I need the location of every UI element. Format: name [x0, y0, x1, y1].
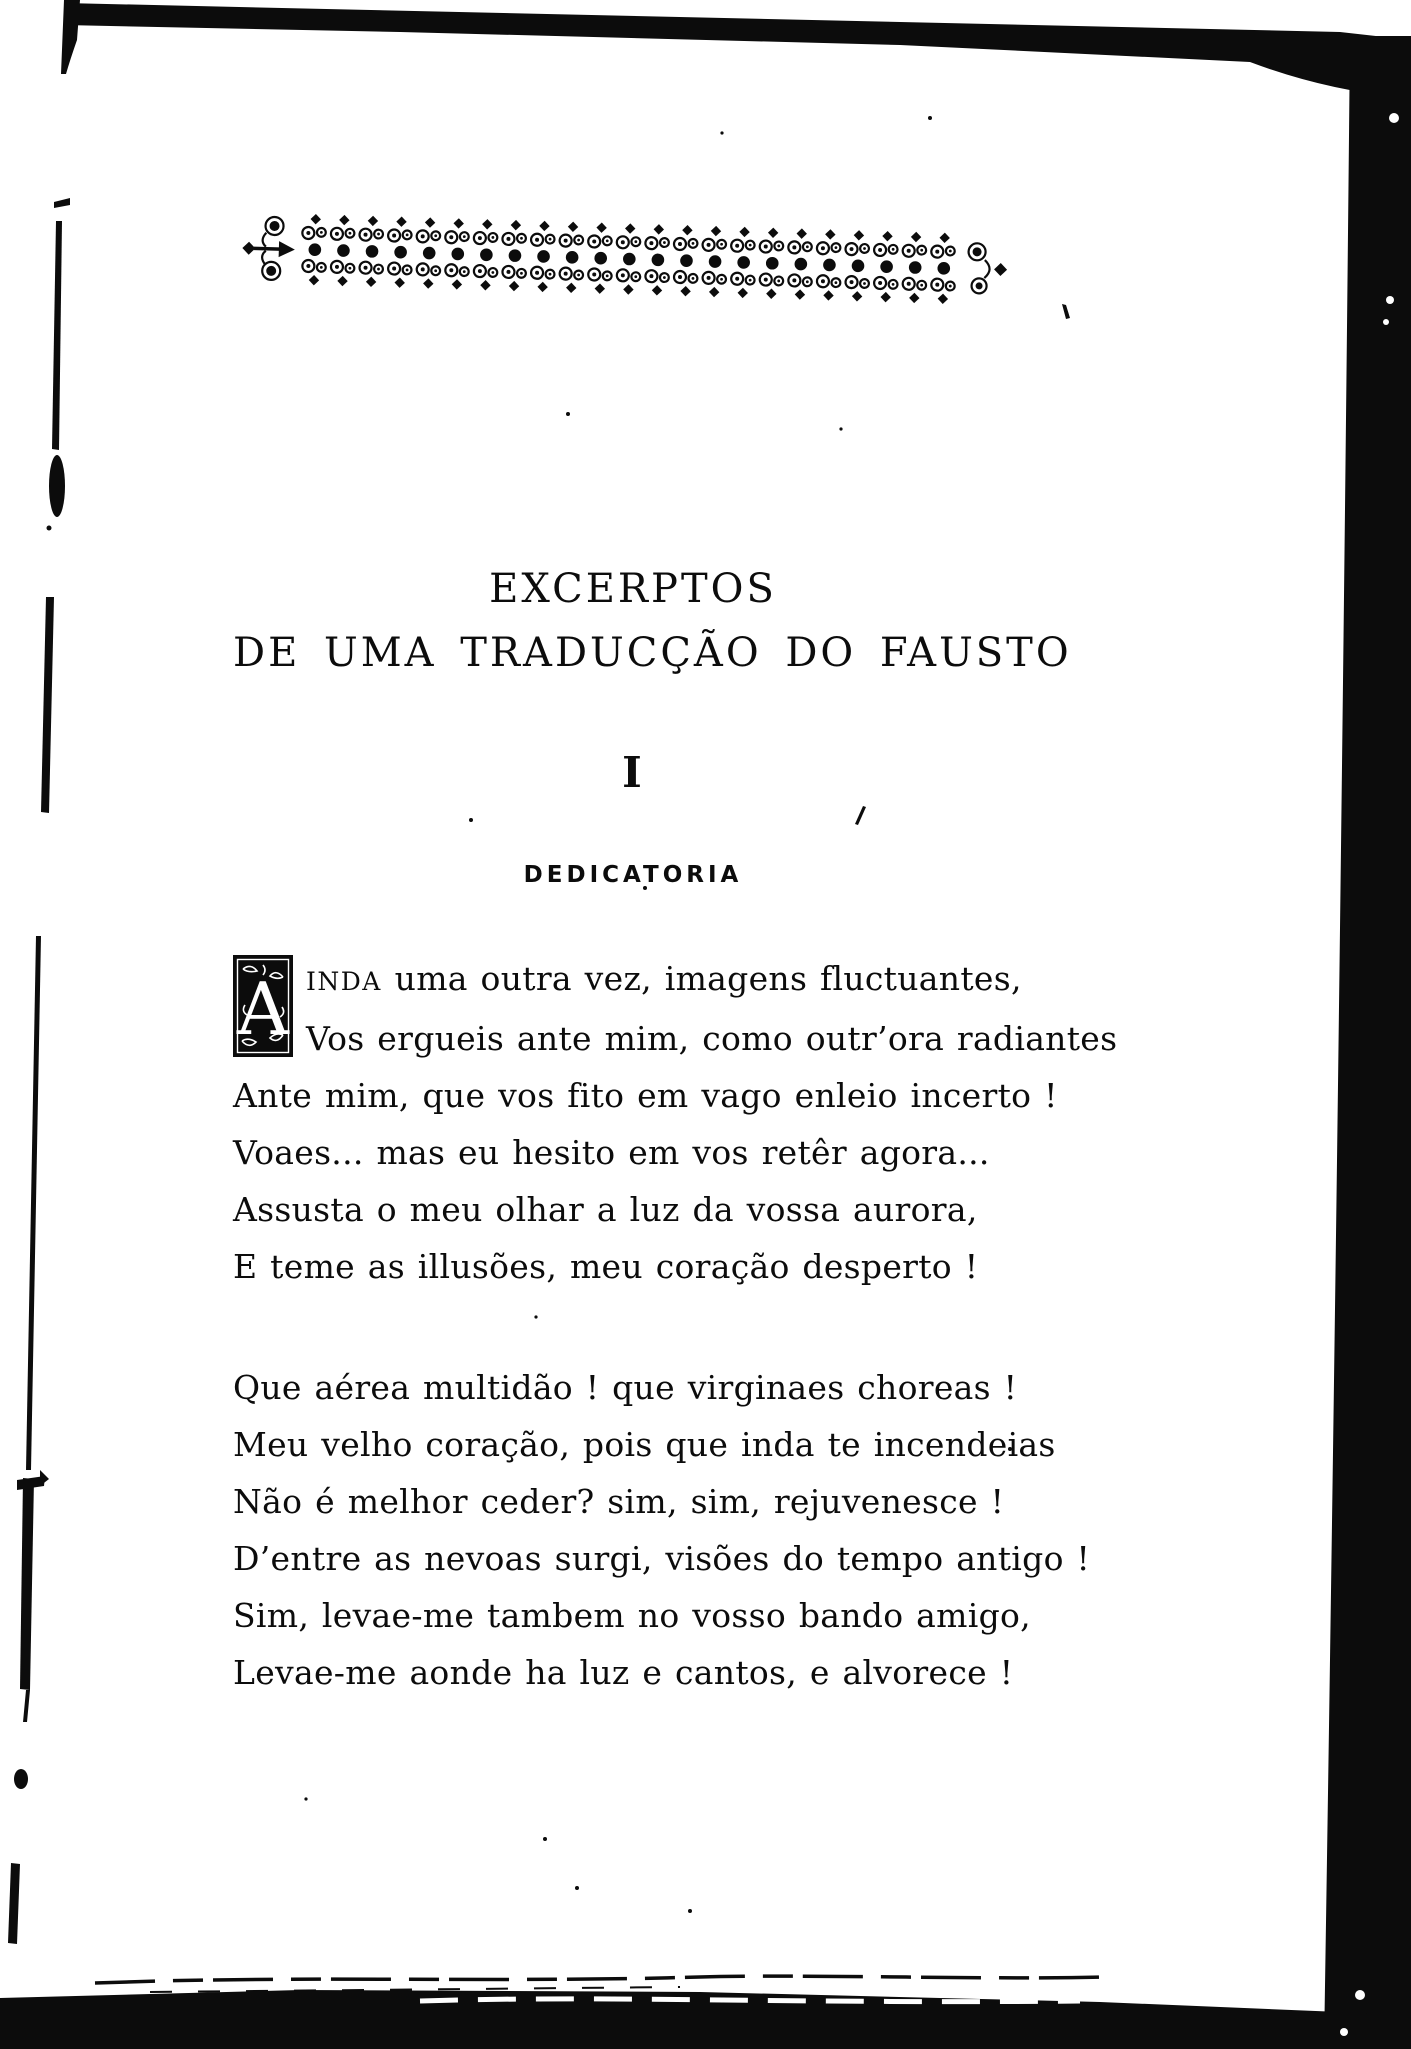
book-title-line1: EXCERPTOS — [489, 566, 777, 612]
bottom-streaks — [95, 1976, 1105, 1992]
top-edge-shadow — [64, 3, 1411, 98]
poem-line: Voaes... mas eu hesito em vos retêr agora... — [233, 1133, 990, 1172]
poem-line: Sim, levae-me tambem no vosso bando amigo, — [233, 1596, 1031, 1635]
section-number: I — [622, 748, 644, 797]
poem-line: D’entre as nevoas surgi, visões do tempo antigo ! — [233, 1539, 1091, 1578]
drop-cap-letter: A — [236, 967, 290, 1051]
poem-line: Não é melhor ceder? sim, sim, rejuvenesce ! — [233, 1482, 1005, 1521]
book-title-line2: DE UMA TRADUCÇÃO DO FAUSTO — [233, 630, 1072, 676]
poem-stanza-1 — [233, 950, 1118, 1295]
left-edge-marks — [8, 0, 80, 1944]
bottom-edge-shadow — [0, 1990, 1411, 2049]
right-edge-shadow — [1324, 36, 1411, 2049]
poem-line: Meu velho coração, pois que inda te incendeias — [233, 1425, 1056, 1464]
poem-block — [233, 950, 1118, 1701]
illuminated-initial-icon — [233, 955, 293, 1057]
poem-line: E teme as illusões, meu coração desperto ! — [233, 1247, 979, 1286]
poem-line: INDA uma outra vez, imagens fluctuantes, — [306, 959, 1022, 998]
poem-stanza-2 — [233, 1359, 1113, 1701]
poem-line: Levae-me aonde ha luz e cantos, e alvorece ! — [233, 1653, 1014, 1692]
poem-line: Ante mim, que vos fito em vago enleio incerto ! — [233, 1076, 1058, 1115]
poem-line: Assusta o meu olhar a luz da vossa aurora, — [233, 1190, 978, 1229]
poem-line: Que aérea multidão ! que virginaes choreas ! — [233, 1368, 1018, 1407]
section-heading: DEDICATORIA — [523, 862, 743, 888]
poem-line: Vos ergueis ante mim, como outr’ora radiantes — [306, 1019, 1118, 1058]
